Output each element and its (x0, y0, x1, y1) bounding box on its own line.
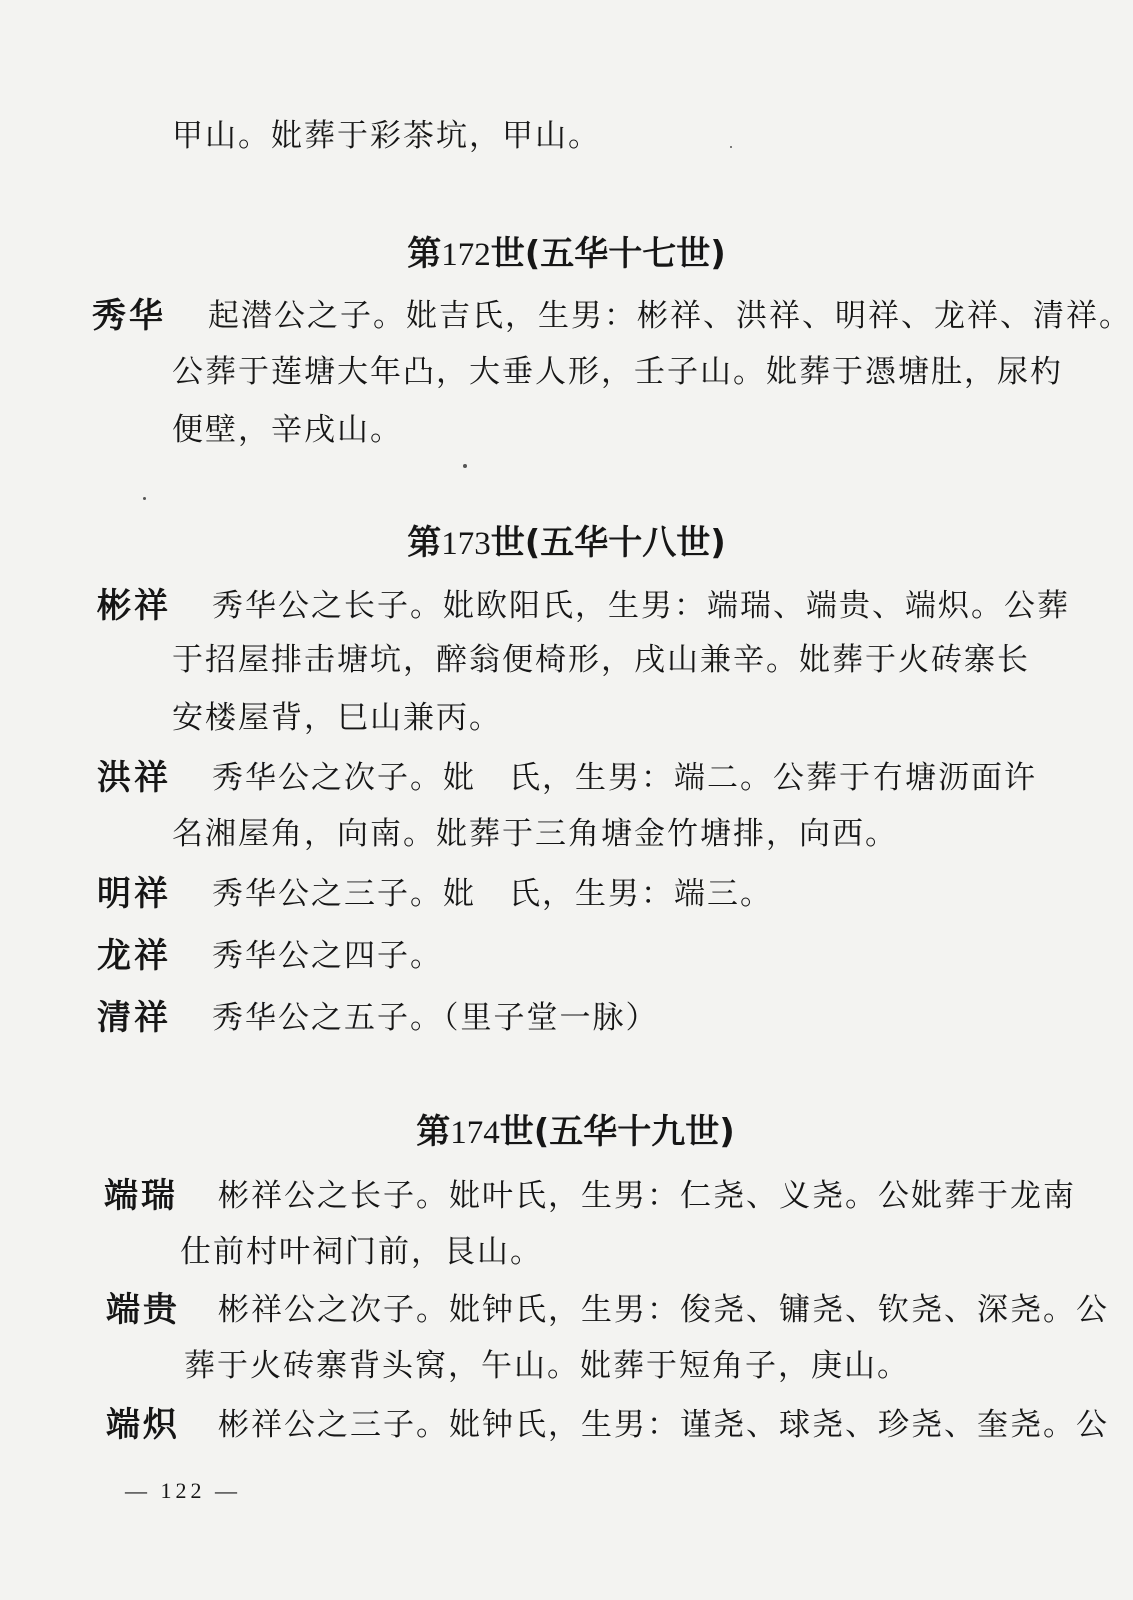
person-name-hongxiang: 洪祥 (97, 758, 171, 798)
entry-text-line: 名湘屋角，向南。妣葬于三角塘金竹塘排，向西。 (172, 816, 898, 852)
generation-heading-174: 第174世(五华十九世) (416, 1112, 735, 1152)
entry-text-line: 彬祥公之次子。妣钟氏，生男：俊尧、镛尧、钦尧、深尧。公 (218, 1292, 1109, 1328)
scan-speck (730, 146, 732, 148)
entry-text-line: 秀华公之三子。妣 氏，生男：端三。 (212, 876, 773, 912)
entry-text-line: 起潜公之子。妣吉氏，生男：彬祥、洪祥、明祥、龙祥、清祥。 (208, 298, 1132, 334)
generation-heading-172: 第172世(五华十七世) (407, 234, 726, 274)
person-name-longxiang: 龙祥 (97, 936, 171, 976)
entry-text-line: 彬祥公之三子。妣钟氏，生男：谨尧、球尧、珍尧、奎尧。公 (218, 1407, 1109, 1443)
entry-text-line: 秀华公之五子。（里子堂一脉） (212, 1000, 659, 1036)
entry-text-line: 葬于火砖寨背头窝，午山。妣葬于短角子，庚山。 (184, 1348, 910, 1384)
person-name-mingxiang: 明祥 (97, 874, 171, 914)
entry-text-line: 秀华公之长子。妣欧阳氏，生男：端瑞、端贵、端炽。公葬 (212, 588, 1070, 624)
person-name-duangui: 端贵 (106, 1290, 180, 1330)
entry-text-line: 仕前村叶祠门前，艮山。 (180, 1234, 543, 1270)
person-name-duanrui: 端瑞 (104, 1176, 178, 1216)
person-name-binxiang: 彬祥 (97, 586, 171, 626)
person-name-xiuhua: 秀华 (92, 296, 166, 336)
generation-heading-173: 第173世(五华十八世) (407, 523, 726, 563)
entry-text-line: 彬祥公之长子。妣叶氏，生男：仁尧、义尧。公妣葬于龙南 (218, 1178, 1076, 1214)
entry-text-line: 秀华公之次子。妣 氏，生男：端二。公葬于冇塘沥面许 (212, 760, 1037, 796)
entry-text-line: 公葬于莲塘大年凸，大垂人形，壬子山。妣葬于憑塘肚，尿杓 (172, 354, 1063, 390)
entry-text-line: 秀华公之四子。 (212, 938, 443, 974)
scan-speck (463, 464, 467, 468)
scan-speck (143, 497, 146, 500)
person-name-duanchi: 端炽 (106, 1405, 180, 1445)
person-name-qingxiang: 清祥 (97, 998, 171, 1038)
continued-text-line: 甲山。妣葬于彩茶坑，甲山。 (172, 118, 601, 154)
entry-text-line: 安楼屋背，巳山兼丙。 (172, 700, 502, 736)
entry-text-line: 于招屋排击塘坑，醉翁便椅形，戌山兼辛。妣葬于火砖寨长 (172, 642, 1030, 678)
entry-text-line: 便壁，辛戌山。 (172, 412, 403, 448)
page-number: — 122 — (125, 1478, 241, 1503)
